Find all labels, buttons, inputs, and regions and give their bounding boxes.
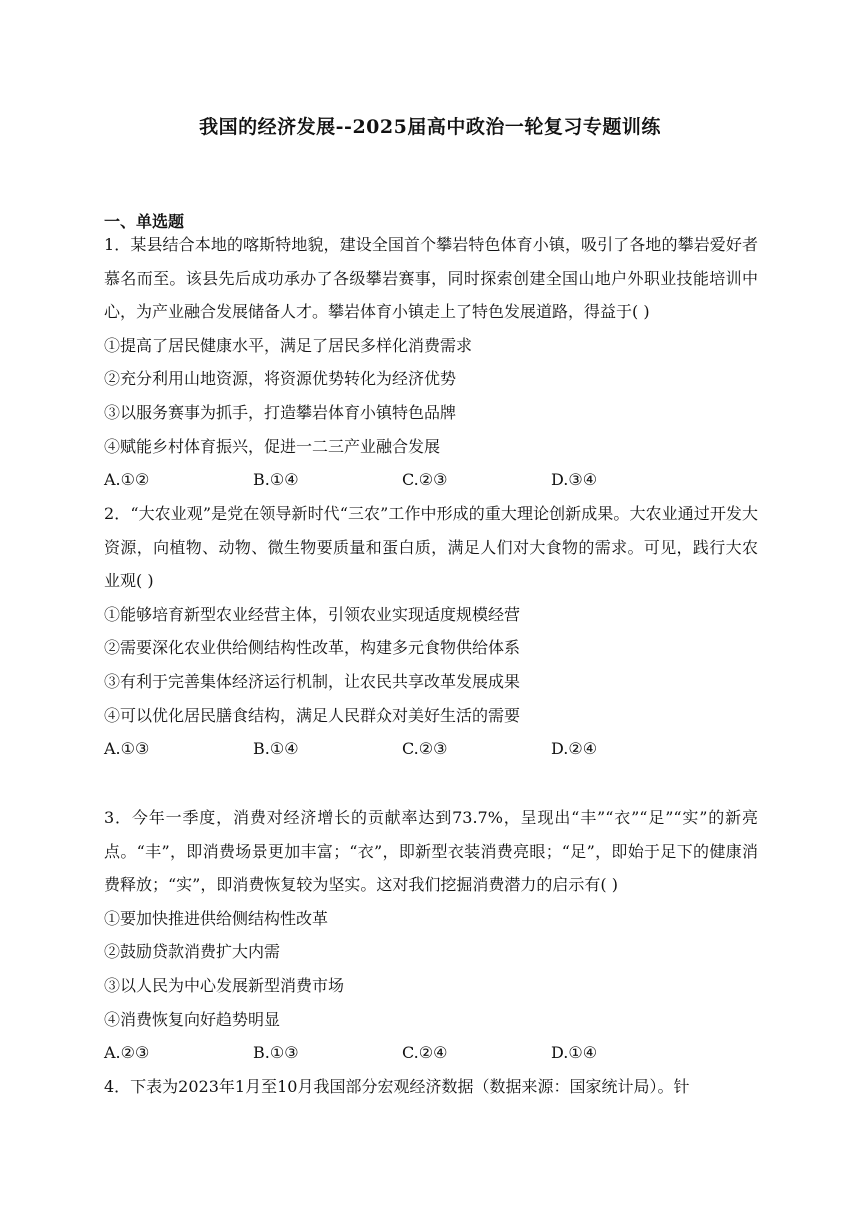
- option-4: ④赋能乡村体育振兴，促进一二三产业融合发展: [104, 436, 441, 456]
- choice-b[interactable]: B.①③: [253, 1043, 299, 1063]
- choice-d[interactable]: D.①④: [551, 1043, 598, 1063]
- answer-choices: [104, 1036, 758, 1070]
- choice-c[interactable]: C.②④: [402, 1043, 448, 1063]
- choice-b[interactable]: B.①④: [253, 739, 299, 759]
- question-stem: 4．下表为2023年1月至10月我国部分宏观经济数据（数据来源：国家统计局）。针: [104, 1077, 690, 1096]
- choice-a[interactable]: A.②③: [104, 1043, 150, 1063]
- option-4: ④消费恢复向好趋势明显: [104, 1009, 281, 1029]
- option-2: ②需要深化农业供给侧结构性改革，构建多元食物供给体系: [104, 638, 521, 658]
- option-2: ②鼓励贷款消费扩大内需: [104, 942, 281, 962]
- choice-d[interactable]: D.③④: [551, 470, 598, 490]
- option-3: ③以服务赛事为抓手，打造攀岩体育小镇特色品牌: [104, 402, 457, 422]
- question-2: [104, 497, 758, 766]
- answer-choices: [104, 732, 758, 766]
- option-3: ③有利于完善集体经济运行机制，让农民共享改革发展成果: [104, 671, 521, 691]
- question-3: [104, 801, 758, 1070]
- choice-d[interactable]: D.②④: [551, 739, 598, 759]
- question-stem: 3．今年一季度，消费对经济增长的贡献率达到73.7%，呈现出“丰”“衣”“足”“实”的新亮点。“丰”，即消费场景更加丰富；“衣”，即新型衣装消费亮眼；“足”，即始于足下的健康消费释放；“实”，即消费恢复较为坚实。这对我们挖掘消费潜力的启示有( ): [104, 808, 758, 895]
- section-heading: 一、单选题: [104, 212, 185, 231]
- choice-c[interactable]: C.②③: [402, 470, 448, 490]
- page-title: 我国的经济发展--2025届高中政治一轮复习专题训练: [199, 116, 661, 138]
- answer-choices: [104, 463, 758, 497]
- option-1: ①能够培育新型农业经营主体，引领农业实现适度规模经营: [104, 604, 521, 624]
- option-3: ③以人民为中心发展新型消费市场: [104, 975, 345, 995]
- question-stem: 1．某县结合本地的喀斯特地貌，建设全国首个攀岩特色体育小镇，吸引了各地的攀岩爱好者慕名而至。该县先后成功承办了各级攀岩赛事，同时探索创建全国山地户外职业技能培训中心，为产业融合发展储备人才。攀岩体育小镇走上了特色发展道路，得益于( ): [104, 235, 758, 322]
- choice-a[interactable]: A.①②: [104, 470, 150, 490]
- choice-a[interactable]: A.①③: [104, 739, 150, 759]
- question-1: [104, 228, 758, 497]
- choice-c[interactable]: C.②③: [402, 739, 448, 759]
- question-4: [104, 1070, 758, 1104]
- choice-b[interactable]: B.①④: [253, 470, 299, 490]
- option-4: ④可以优化居民膳食结构，满足人民群众对美好生活的需要: [104, 705, 521, 725]
- option-1: ①提高了居民健康水平，满足了居民多样化消费需求: [104, 335, 473, 355]
- option-1: ①要加快推进供给侧结构性改革: [104, 908, 329, 928]
- question-stem: 2．“大农业观”是党在领导新时代“三农”工作中形成的重大理论创新成果。大农业通过开发大资源，向植物、动物、微生物要质量和蛋白质，满足人们对大食物的需求。可见，践行大农业观( ): [104, 504, 758, 591]
- option-2: ②充分利用山地资源，将资源优势转化为经济优势: [104, 369, 457, 389]
